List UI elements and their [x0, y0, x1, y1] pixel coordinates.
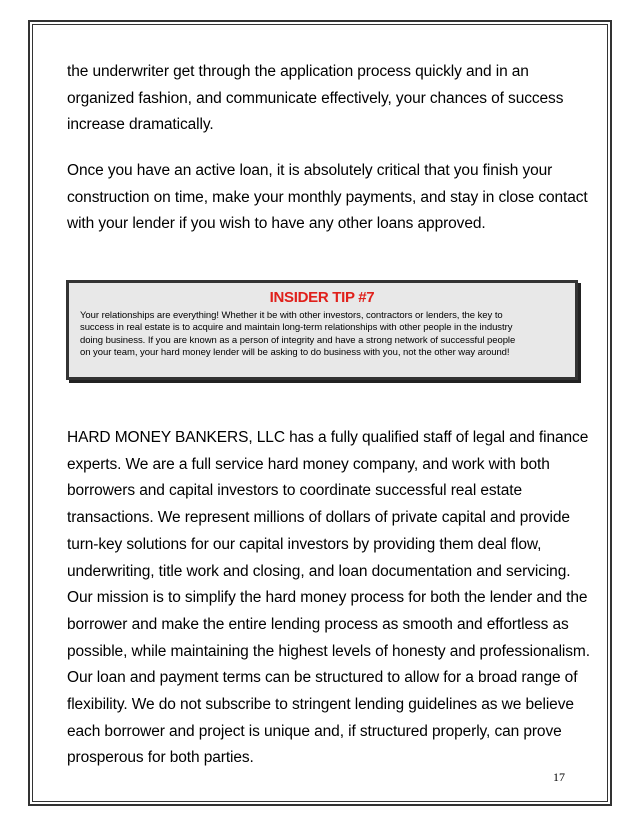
tip-line: Your relationships are everything! Whether it be with other investors, contractors or lenders, the key to	[80, 310, 503, 321]
insider-tip-box	[66, 280, 578, 380]
text-line: Once you have an active loan, it is absolutely critical that you finish your	[67, 162, 553, 179]
text-line: HARD MONEY BANKERS, LLC has a fully qualified staff of legal and finance	[67, 429, 589, 446]
text-line: Our loan and payment terms can be structured to allow for a broad range of	[67, 669, 578, 687]
text-line: prosperous for both parties.	[67, 749, 254, 767]
text-line: borrower and make the entire lending process as smooth and effortless as	[67, 615, 569, 633]
insider-tip-body	[80, 310, 565, 360]
text-line: experts. We are a full service hard money company, and work with both	[67, 455, 550, 473]
text-line: transactions. We represent millions of dollars of private capital and provide	[67, 509, 570, 527]
page-number: 17	[553, 770, 565, 784]
text-line: borrowers and capital investors to coordinate successful real estate	[67, 482, 522, 500]
text-line: flexibility. We do not subscribe to stringent lending guidelines as we believe	[67, 696, 574, 714]
paragraph-company	[67, 425, 590, 772]
text-line: construction on time, make your monthly payments, and stay in close contact	[67, 188, 588, 206]
text-line: with your lender if you wish to have any other loans approved.	[67, 215, 486, 233]
text-line: the underwriter get through the application process quickly and in an	[67, 63, 529, 80]
text-line: each borrower and project is unique and, if structured properly, can prove	[67, 722, 562, 740]
text-line: organized fashion, and communicate effectively, your chances of success	[67, 89, 564, 107]
tip-line: on your team, your hard money lender will be asking to do business with you, not the other way around!	[80, 347, 510, 359]
paragraph-underwriter	[67, 59, 587, 139]
paragraph-active-loan	[67, 158, 587, 238]
text-line: Our mission is to simplify the hard money process for both the lender and the	[67, 589, 588, 607]
text-line: underwriting, title work and closing, and loan documentation and servicing.	[67, 562, 571, 580]
text-line: possible, while maintaining the highest levels of honesty and professionalism.	[67, 642, 590, 660]
tip-line: doing business. If you are known as a person of integrity and have a strong network of successful people	[80, 334, 516, 346]
text-line: turn-key solutions for our capital investors by providing them deal flow,	[67, 535, 542, 553]
text-line: increase dramatically.	[67, 116, 214, 134]
insider-tip-title: INSIDER TIP #7	[269, 289, 375, 306]
tip-line: success in real estate is to acquire and maintain long-term relationships with other people in the industry	[80, 322, 513, 334]
